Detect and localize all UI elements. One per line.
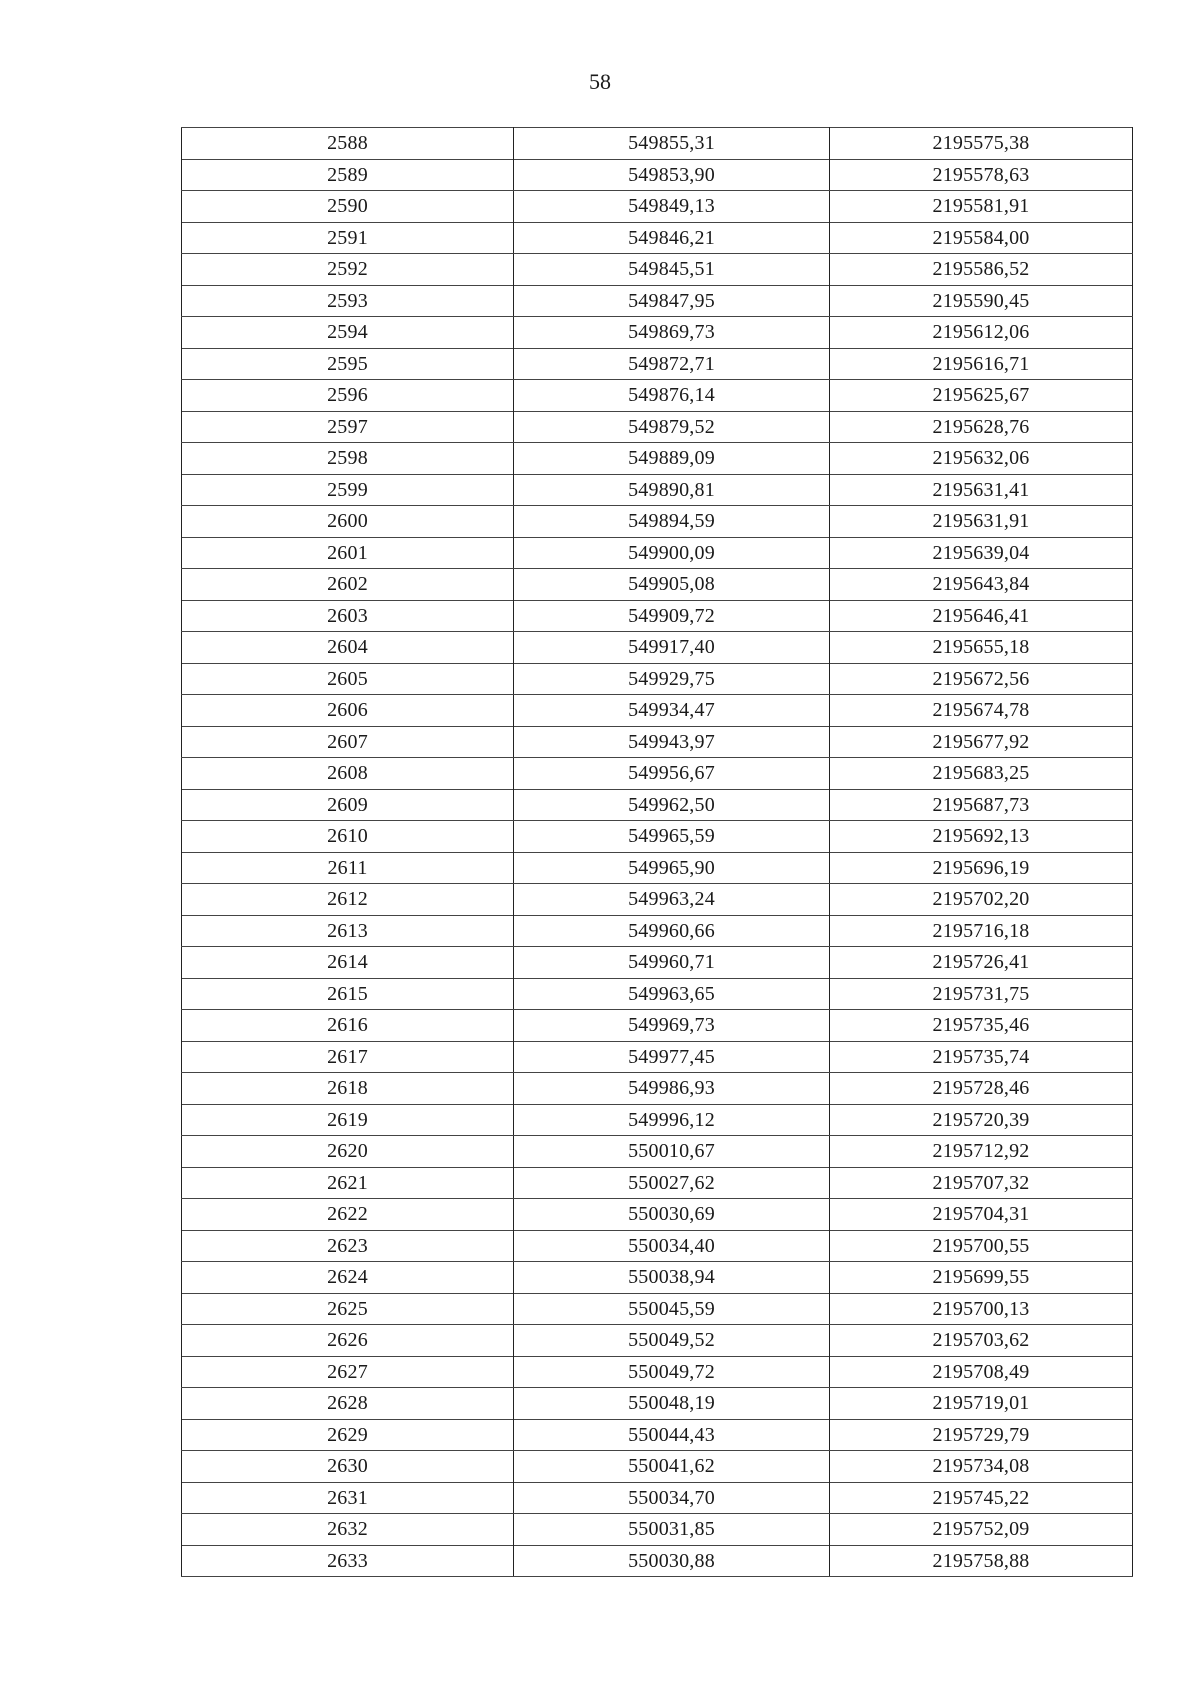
point-number-cell: 2629: [182, 1419, 514, 1451]
x-coordinate-cell: 549977,45: [514, 1041, 830, 1073]
y-coordinate-cell: 2195683,25: [830, 758, 1133, 790]
point-number-cell: 2619: [182, 1104, 514, 1136]
y-coordinate-cell: 2195726,41: [830, 947, 1133, 979]
y-coordinate-cell: 2195612,06: [830, 317, 1133, 349]
point-number-cell: 2606: [182, 695, 514, 727]
table-row: [182, 789, 1133, 821]
y-coordinate-cell: 2195692,13: [830, 821, 1133, 853]
point-number-cell: 2597: [182, 411, 514, 443]
table-row: [182, 1262, 1133, 1294]
x-coordinate-cell: 549847,95: [514, 285, 830, 317]
x-coordinate-cell: 549996,12: [514, 1104, 830, 1136]
point-number-cell: 2593: [182, 285, 514, 317]
point-number-cell: 2599: [182, 474, 514, 506]
table-row: [182, 411, 1133, 443]
y-coordinate-cell: 2195578,63: [830, 159, 1133, 191]
point-number-cell: 2627: [182, 1356, 514, 1388]
x-coordinate-cell: 549909,72: [514, 600, 830, 632]
x-coordinate-cell: 549845,51: [514, 254, 830, 286]
y-coordinate-cell: 2195575,38: [830, 128, 1133, 160]
y-coordinate-cell: 2195655,18: [830, 632, 1133, 664]
x-coordinate-cell: 550034,70: [514, 1482, 830, 1514]
y-coordinate-cell: 2195729,79: [830, 1419, 1133, 1451]
x-coordinate-cell: 549900,09: [514, 537, 830, 569]
x-coordinate-cell: 549872,71: [514, 348, 830, 380]
table-row: [182, 1356, 1133, 1388]
x-coordinate-cell: 549956,67: [514, 758, 830, 790]
y-coordinate-cell: 2195703,62: [830, 1325, 1133, 1357]
table-row: [182, 947, 1133, 979]
table-row: [182, 317, 1133, 349]
point-number-cell: 2590: [182, 191, 514, 223]
y-coordinate-cell: 2195677,92: [830, 726, 1133, 758]
point-number-cell: 2632: [182, 1514, 514, 1546]
point-number-cell: 2616: [182, 1010, 514, 1042]
point-number-cell: 2588: [182, 128, 514, 160]
x-coordinate-cell: 549849,13: [514, 191, 830, 223]
table-row: [182, 726, 1133, 758]
point-number-cell: 2614: [182, 947, 514, 979]
x-coordinate-cell: 549855,31: [514, 128, 830, 160]
y-coordinate-cell: 2195735,46: [830, 1010, 1133, 1042]
x-coordinate-cell: 549853,90: [514, 159, 830, 191]
point-number-cell: 2625: [182, 1293, 514, 1325]
y-coordinate-cell: 2195584,00: [830, 222, 1133, 254]
y-coordinate-cell: 2195625,67: [830, 380, 1133, 412]
y-coordinate-cell: 2195752,09: [830, 1514, 1133, 1546]
x-coordinate-cell: 549986,93: [514, 1073, 830, 1105]
table-row: [182, 632, 1133, 664]
x-coordinate-cell: 549929,75: [514, 663, 830, 695]
x-coordinate-cell: 549879,52: [514, 411, 830, 443]
table-row: [182, 443, 1133, 475]
point-number-cell: 2589: [182, 159, 514, 191]
point-number-cell: 2609: [182, 789, 514, 821]
x-coordinate-cell: 550030,69: [514, 1199, 830, 1231]
point-number-cell: 2611: [182, 852, 514, 884]
page-number: 58: [589, 69, 611, 94]
point-number-cell: 2591: [182, 222, 514, 254]
x-coordinate-cell: 550010,67: [514, 1136, 830, 1168]
x-coordinate-cell: 550027,62: [514, 1167, 830, 1199]
table-row: [182, 978, 1133, 1010]
y-coordinate-cell: 2195631,41: [830, 474, 1133, 506]
point-number-cell: 2621: [182, 1167, 514, 1199]
table-row: [182, 285, 1133, 317]
point-number-cell: 2622: [182, 1199, 514, 1231]
point-number-cell: 2596: [182, 380, 514, 412]
y-coordinate-cell: 2195712,92: [830, 1136, 1133, 1168]
table-row: [182, 1167, 1133, 1199]
point-number-cell: 2630: [182, 1451, 514, 1483]
y-coordinate-cell: 2195719,01: [830, 1388, 1133, 1420]
point-number-cell: 2594: [182, 317, 514, 349]
x-coordinate-cell: 549917,40: [514, 632, 830, 664]
x-coordinate-cell: 550041,62: [514, 1451, 830, 1483]
table-row: [182, 915, 1133, 947]
point-number-cell: 2604: [182, 632, 514, 664]
y-coordinate-cell: 2195702,20: [830, 884, 1133, 916]
y-coordinate-cell: 2195734,08: [830, 1451, 1133, 1483]
y-coordinate-cell: 2195745,22: [830, 1482, 1133, 1514]
y-coordinate-cell: 2195616,71: [830, 348, 1133, 380]
table-row: [182, 506, 1133, 538]
y-coordinate-cell: 2195643,84: [830, 569, 1133, 601]
table-row: [182, 348, 1133, 380]
y-coordinate-cell: 2195708,49: [830, 1356, 1133, 1388]
y-coordinate-cell: 2195735,74: [830, 1041, 1133, 1073]
point-number-cell: 2631: [182, 1482, 514, 1514]
table-row: [182, 1010, 1133, 1042]
y-coordinate-cell: 2195716,18: [830, 915, 1133, 947]
point-number-cell: 2615: [182, 978, 514, 1010]
table-row: [182, 1073, 1133, 1105]
point-number-cell: 2610: [182, 821, 514, 853]
x-coordinate-cell: 549905,08: [514, 569, 830, 601]
point-number-cell: 2592: [182, 254, 514, 286]
y-coordinate-cell: 2195581,91: [830, 191, 1133, 223]
x-coordinate-cell: 549963,65: [514, 978, 830, 1010]
table-row: [182, 537, 1133, 569]
point-number-cell: 2612: [182, 884, 514, 916]
table-row: [182, 1482, 1133, 1514]
y-coordinate-cell: 2195628,76: [830, 411, 1133, 443]
point-number-cell: 2601: [182, 537, 514, 569]
table-row: [182, 569, 1133, 601]
y-coordinate-cell: 2195728,46: [830, 1073, 1133, 1105]
y-coordinate-cell: 2195639,04: [830, 537, 1133, 569]
point-number-cell: 2628: [182, 1388, 514, 1420]
x-coordinate-cell: 549890,81: [514, 474, 830, 506]
table-row: [182, 1041, 1133, 1073]
y-coordinate-cell: 2195590,45: [830, 285, 1133, 317]
x-coordinate-cell: 549969,73: [514, 1010, 830, 1042]
point-number-cell: 2618: [182, 1073, 514, 1105]
x-coordinate-cell: 550038,94: [514, 1262, 830, 1294]
table-row: [182, 380, 1133, 412]
x-coordinate-cell: 549894,59: [514, 506, 830, 538]
table-row: [182, 1104, 1133, 1136]
x-coordinate-cell: 550049,52: [514, 1325, 830, 1357]
point-number-cell: 2602: [182, 569, 514, 601]
y-coordinate-cell: 2195672,56: [830, 663, 1133, 695]
table-row: [182, 1199, 1133, 1231]
y-coordinate-cell: 2195731,75: [830, 978, 1133, 1010]
point-number-cell: 2603: [182, 600, 514, 632]
y-coordinate-cell: 2195707,32: [830, 1167, 1133, 1199]
y-coordinate-cell: 2195586,52: [830, 254, 1133, 286]
point-number-cell: 2598: [182, 443, 514, 475]
table-row: [182, 695, 1133, 727]
point-number-cell: 2626: [182, 1325, 514, 1357]
x-coordinate-cell: 549869,73: [514, 317, 830, 349]
x-coordinate-cell: 549960,71: [514, 947, 830, 979]
y-coordinate-cell: 2195646,41: [830, 600, 1133, 632]
table-row: [182, 254, 1133, 286]
point-number-cell: 2608: [182, 758, 514, 790]
table-row: [182, 1451, 1133, 1483]
x-coordinate-cell: 549943,97: [514, 726, 830, 758]
point-number-cell: 2633: [182, 1545, 514, 1577]
table-row: [182, 663, 1133, 695]
x-coordinate-cell: 550044,43: [514, 1419, 830, 1451]
table-row: [182, 1514, 1133, 1546]
point-number-cell: 2595: [182, 348, 514, 380]
x-coordinate-cell: 550031,85: [514, 1514, 830, 1546]
y-coordinate-cell: 2195699,55: [830, 1262, 1133, 1294]
y-coordinate-cell: 2195687,73: [830, 789, 1133, 821]
point-number-cell: 2607: [182, 726, 514, 758]
y-coordinate-cell: 2195704,31: [830, 1199, 1133, 1231]
point-number-cell: 2600: [182, 506, 514, 538]
point-number-cell: 2605: [182, 663, 514, 695]
x-coordinate-cell: 550049,72: [514, 1356, 830, 1388]
table-row: [182, 191, 1133, 223]
x-coordinate-cell: 549965,90: [514, 852, 830, 884]
table-row: [182, 600, 1133, 632]
y-coordinate-cell: 2195700,55: [830, 1230, 1133, 1262]
point-number-cell: 2620: [182, 1136, 514, 1168]
table-row: [182, 884, 1133, 916]
point-number-cell: 2623: [182, 1230, 514, 1262]
table-row: [182, 1230, 1133, 1262]
x-coordinate-cell: 549960,66: [514, 915, 830, 947]
point-number-cell: 2624: [182, 1262, 514, 1294]
y-coordinate-cell: 2195758,88: [830, 1545, 1133, 1577]
y-coordinate-cell: 2195720,39: [830, 1104, 1133, 1136]
x-coordinate-cell: 550045,59: [514, 1293, 830, 1325]
x-coordinate-cell: 549965,59: [514, 821, 830, 853]
table-row: [182, 159, 1133, 191]
y-coordinate-cell: 2195631,91: [830, 506, 1133, 538]
table-row: [182, 852, 1133, 884]
x-coordinate-cell: 550030,88: [514, 1545, 830, 1577]
point-number-cell: 2617: [182, 1041, 514, 1073]
x-coordinate-cell: 549934,47: [514, 695, 830, 727]
y-coordinate-cell: 2195674,78: [830, 695, 1133, 727]
coordinates-table-body: [182, 128, 1133, 1577]
x-coordinate-cell: 549876,14: [514, 380, 830, 412]
table-row: [182, 1388, 1133, 1420]
x-coordinate-cell: 549889,09: [514, 443, 830, 475]
table-row: [182, 222, 1133, 254]
x-coordinate-cell: 550034,40: [514, 1230, 830, 1262]
table-row: [182, 474, 1133, 506]
table-row: [182, 1545, 1133, 1577]
table-row: [182, 1293, 1133, 1325]
x-coordinate-cell: 549963,24: [514, 884, 830, 916]
y-coordinate-cell: 2195696,19: [830, 852, 1133, 884]
x-coordinate-cell: 549962,50: [514, 789, 830, 821]
table-row: [182, 821, 1133, 853]
point-number-cell: 2613: [182, 915, 514, 947]
coordinates-table: [181, 127, 1133, 1577]
y-coordinate-cell: 2195700,13: [830, 1293, 1133, 1325]
table-row: [182, 758, 1133, 790]
y-coordinate-cell: 2195632,06: [830, 443, 1133, 475]
x-coordinate-cell: 550048,19: [514, 1388, 830, 1420]
table-row: [182, 1419, 1133, 1451]
x-coordinate-cell: 549846,21: [514, 222, 830, 254]
table-row: [182, 1136, 1133, 1168]
table-row: [182, 128, 1133, 160]
table-row: [182, 1325, 1133, 1357]
